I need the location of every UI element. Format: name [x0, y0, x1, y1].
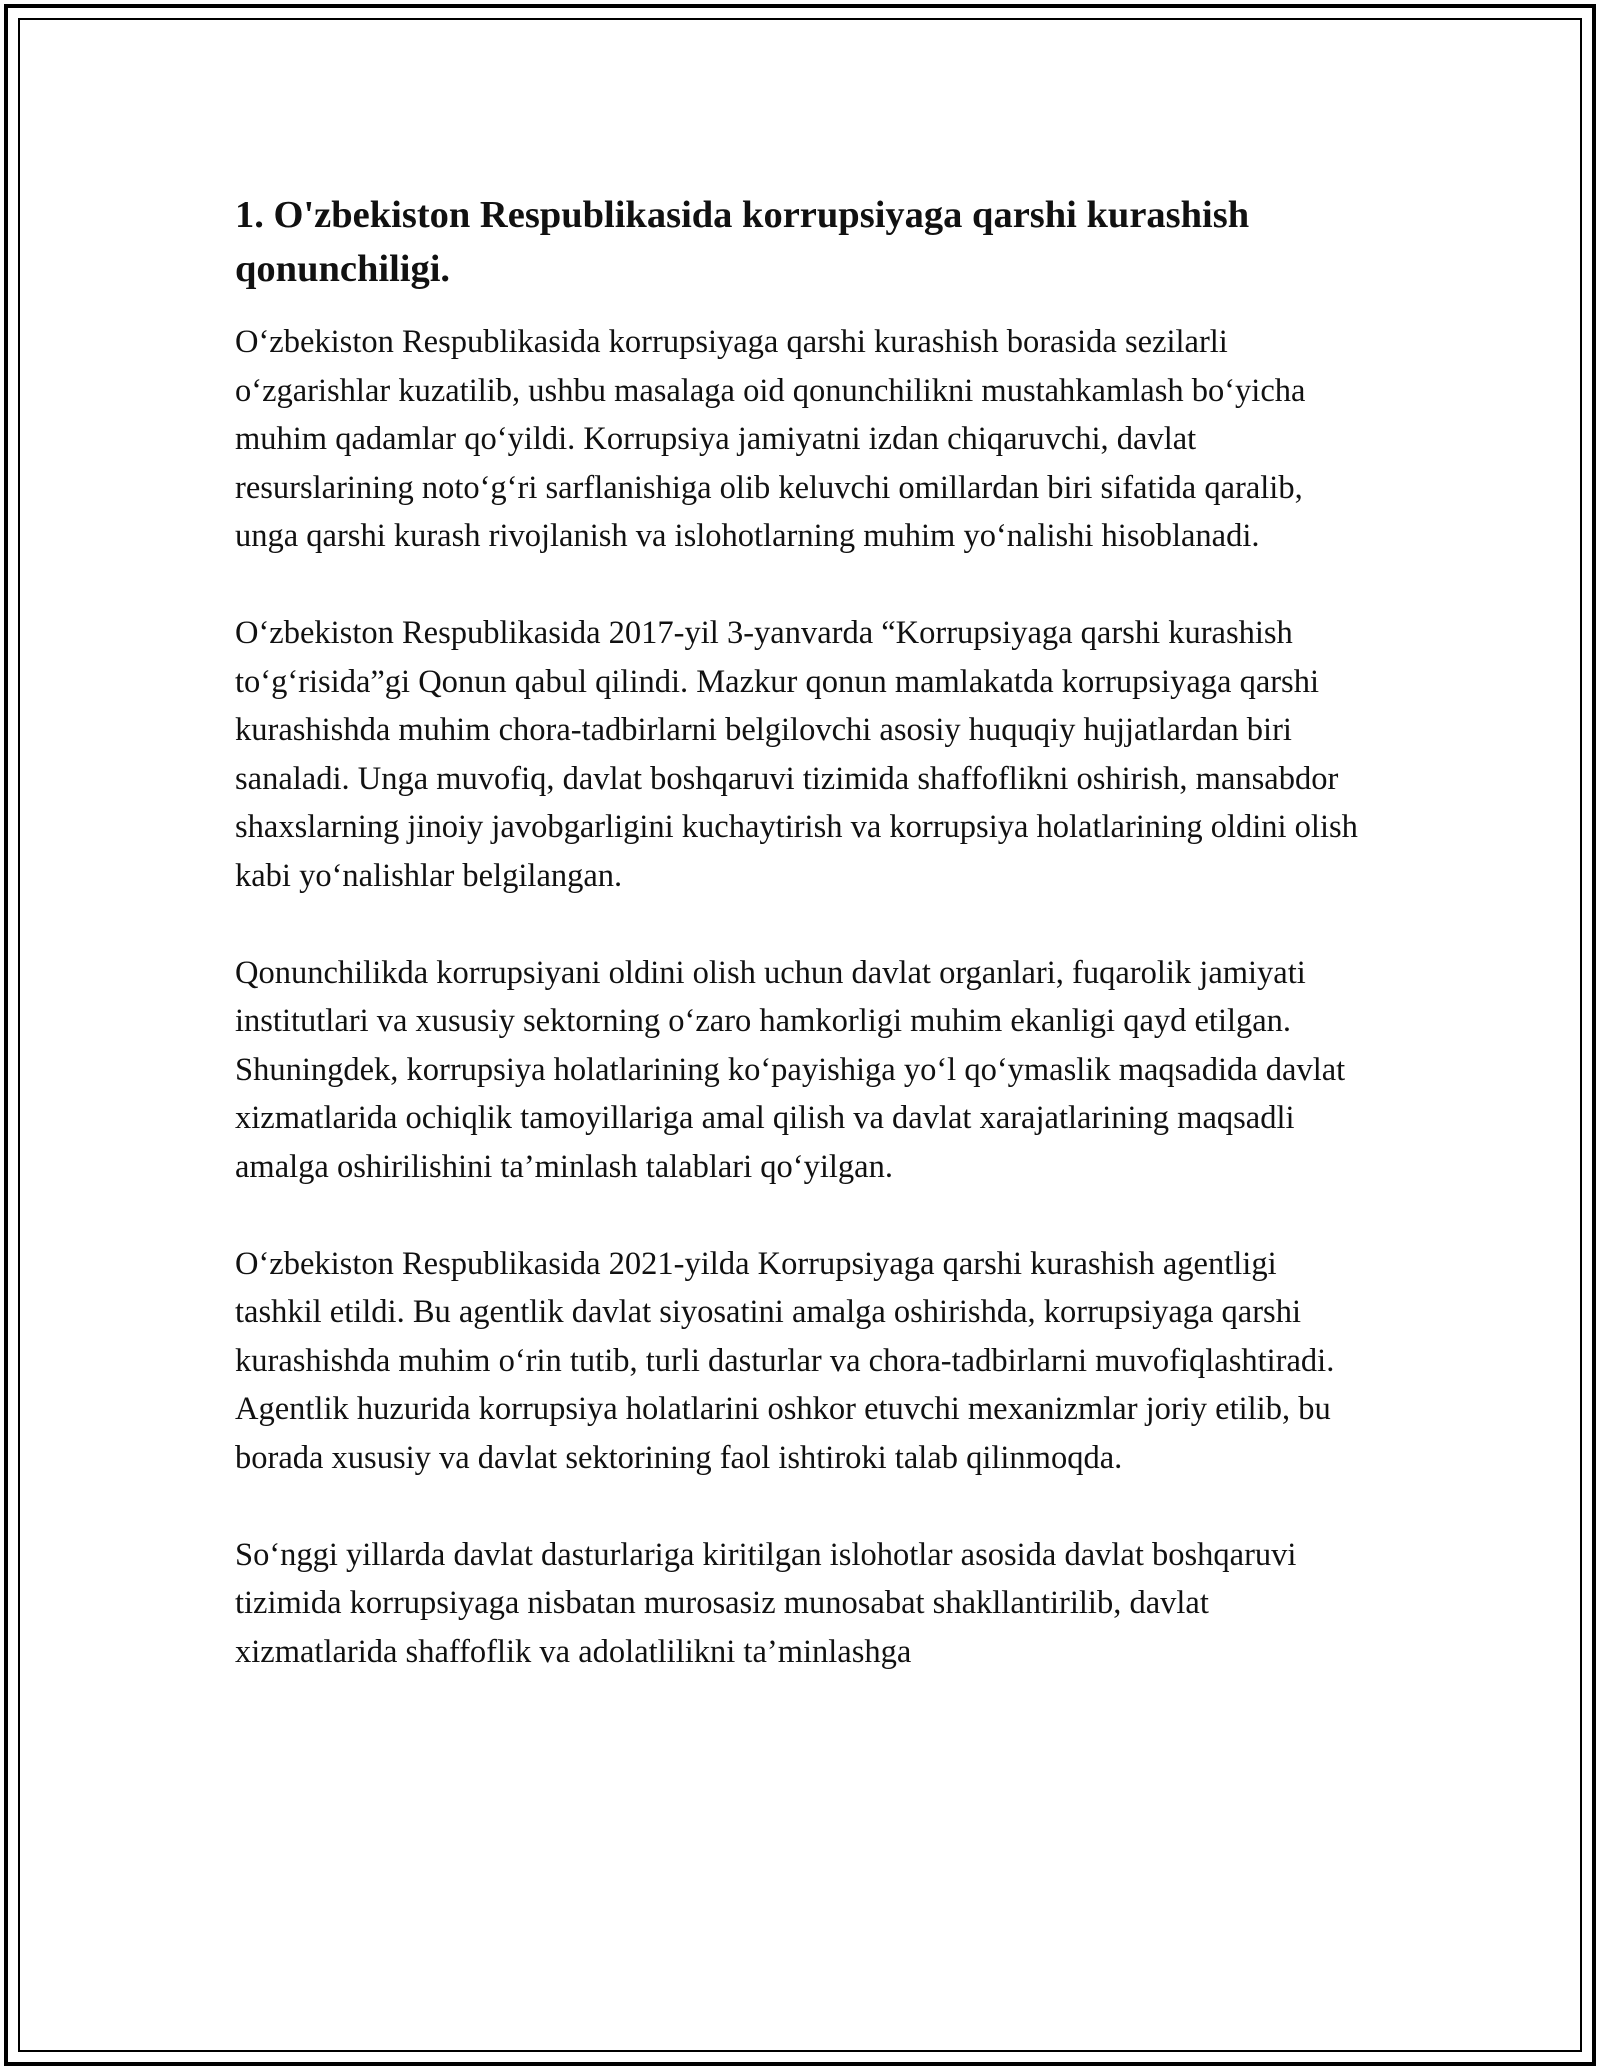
- paragraph-3: Qonunchilikda korrupsiyani oldini olish uchun davlat organlari, fuqarolik jamiyati institutlari va xususiy sektorning o‘zaro hamkorligi muhim ekanligi qayd etilgan. Shuningdek, korrupsiya holatlarining ko‘payishiga yo‘l qo‘ymaslik maqsadida davlat xizmatlarida ochiqlik tamoyillariga amal qilish va davlat xarajatlarining maqsadli amalga oshirilishini ta’minlash talablari qo‘yilgan.: [235, 954, 1346, 1185]
- section-heading: 1. O'zbekiston Respublikasida korrupsiyaga qarshi kurashish qonunchiligi.: [235, 194, 1250, 290]
- paragraph-4: O‘zbekiston Respublikasida 2021-yilda Korrupsiyaga qarshi kurashish agentligi tashkil etildi. Bu agentlik davlat siyosatini amalga oshirishda, korrupsiyaga qarshi kurashishda muhim o‘rin tutib, turli dasturlar va chora-tadbirlarni muvofiqlashtiradi. Agentlik huzurida korrupsiya holatlarini oshkor etuvchi mexanizmlar joriy etilib, bu borada xususiy va davlat sektorining faol ishtiroki talab qilinmoqda.: [235, 1245, 1335, 1476]
- document-body: [235, 188, 1370, 1725]
- paragraph-5: So‘nggi yillarda davlat dasturlariga kiritilgan islohotlar asosida davlat boshqaruvi tizimida korrupsiyaga nisbatan murosasiz munosabat shakllantirilib, davlat xizmatlarida shaffoflik va adolatlilikni ta’minlashga: [235, 1536, 1297, 1670]
- paragraph-1: O‘zbekiston Respublikasida korrupsiyaga qarshi kurashish borasida sezilarli o‘zgarishlar kuzatilib, ushbu masalaga oid qonunchilikni mustahkamlash bo‘yicha muhim qadamlar qo‘yildi. Korrupsiya jamiyatni izdan chiqaruvchi, davlat resurslarining noto‘g‘ri sarflanishiga olib keluvchi omillardan biri sifatida qaralib, unga qarshi kurash rivojlanish va islohotlarning muhim yo‘nalishi hisoblanadi.: [235, 324, 1306, 554]
- paragraph-2: O‘zbekiston Respublikasida 2017-yil 3-yanvarda “Korrupsiyaga qarshi kurashish to‘g‘risida”gi Qonun qabul qilindi. Mazkur qonun mamlakatda korrupsiyaga qarshi kurashishda muhim chora-tadbirlarni belgilovchi asosiy huquqiy hujjatlardan biri sanaladi. Unga muvofiq, davlat boshqaruvi tizimida shaffoflikni oshirish, mansabdor shaxslarning jinoiy javobgarligini kuchaytirish va korrupsiya holatlarining oldini olish kabi yo‘nalishlar belgilangan.: [235, 615, 1358, 894]
